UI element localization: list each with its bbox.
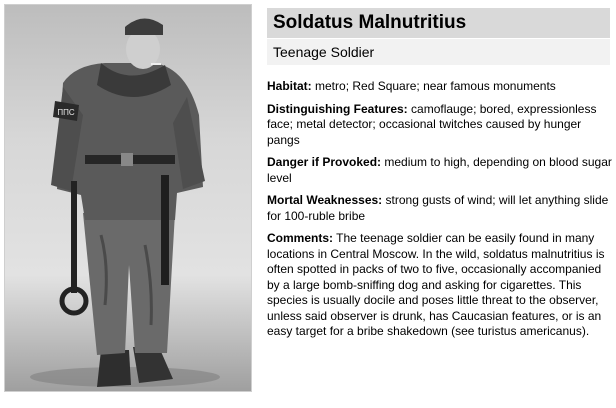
page-subtitle: Teenage Soldier — [273, 44, 375, 60]
soldier-illustration — [5, 5, 251, 391]
field-list — [267, 79, 612, 347]
subtitle-bar — [267, 39, 610, 65]
field-comments — [267, 231, 612, 340]
field-value: camoflauge; bored, expressionless face; metal detector; occasional twitches caused by hunger pangs — [267, 101, 597, 147]
field-label: Habitat: — [267, 79, 312, 93]
field-distinguishing-features — [267, 102, 612, 149]
field-mortal-weaknesses — [267, 193, 612, 224]
field-label: Mortal Weaknesses: — [267, 193, 383, 207]
title-bar — [267, 8, 610, 38]
page-title: Soldatus Malnutritius — [273, 12, 467, 33]
field-value: strong gusts of wind; will let anything slide for 100-ruble bribe — [267, 193, 609, 223]
field-danger-if-provoked — [267, 155, 612, 186]
field-habitat — [267, 79, 612, 95]
field-label: Distinguishing Features: — [267, 101, 408, 116]
field-label: Comments: — [267, 231, 334, 245]
armband-text: ППС — [57, 108, 75, 117]
field-value: The teenage soldier can be easily found in many locations in Central Moscow. In the wild, soldatus malnutritius is often spotted in packs of two to five, occasionally accompanied by a large bomb-sniffing dog and asking for cigarettes. This species is usually docile and poses little threat to the observer, unless said observer is drunk, has Caucasian features, or is an easy target for a bribe shakedown (see turistus americanus). — [267, 231, 605, 338]
soldier-photo — [4, 4, 252, 392]
field-value: metro; Red Square; near famous monuments — [315, 79, 556, 93]
field-label: Danger if Provoked: — [267, 155, 382, 169]
field-value: medium to high, depending on blood sugar level — [267, 155, 612, 185]
